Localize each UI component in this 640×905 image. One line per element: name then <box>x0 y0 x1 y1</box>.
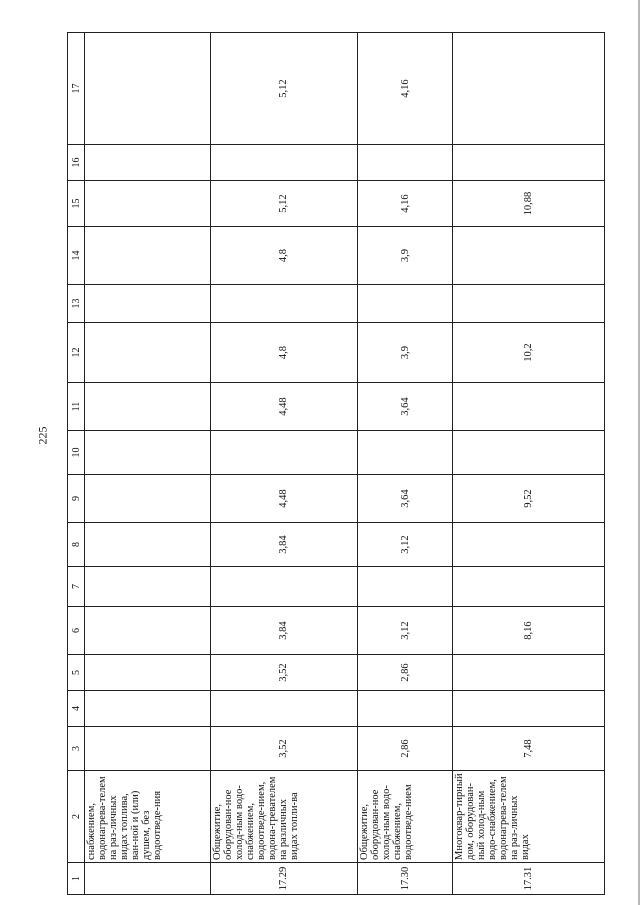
value-cell <box>358 567 453 607</box>
value-cell <box>85 431 210 475</box>
value-cell <box>210 567 358 607</box>
table-row <box>453 33 605 895</box>
value-cell: 8,16 <box>453 607 605 655</box>
value-cell: 3,9 <box>358 227 453 285</box>
value-cell: 3,9 <box>358 323 453 383</box>
row-description: Многоквар-тирный дом, оборудован-ный холод-ным водо-снабжением, водонагрева-телем на раз-личных видах <box>453 771 605 863</box>
col-header: 16 <box>68 145 85 181</box>
row-number: 17.30 <box>358 863 453 895</box>
col-header: 5 <box>68 655 85 691</box>
value-cell <box>453 431 605 475</box>
page-number: 225 <box>35 426 50 445</box>
value-cell: 4,8 <box>210 323 358 383</box>
value-cell <box>85 607 210 655</box>
value-cell: 3,84 <box>210 607 358 655</box>
value-cell <box>85 145 210 181</box>
table-row <box>85 33 210 895</box>
rotated-table-container <box>67 33 605 895</box>
value-cell <box>358 285 453 323</box>
value-cell: 5,12 <box>210 181 358 227</box>
value-cell <box>85 181 210 227</box>
value-cell <box>453 691 605 727</box>
value-cell: 2,86 <box>358 655 453 691</box>
value-cell <box>210 145 358 181</box>
value-cell: 4,16 <box>358 33 453 145</box>
value-cell: 4,16 <box>358 181 453 227</box>
value-cell <box>85 655 210 691</box>
row-number: 17.29 <box>210 863 358 895</box>
value-cell: 3,64 <box>358 475 453 523</box>
value-cell: 3,12 <box>358 523 453 567</box>
value-cell <box>358 691 453 727</box>
value-cell <box>453 145 605 181</box>
value-cell <box>453 285 605 323</box>
value-cell <box>358 431 453 475</box>
tariff-table <box>67 32 605 895</box>
value-cell <box>210 691 358 727</box>
col-header: 6 <box>68 607 85 655</box>
value-cell: 4,8 <box>210 227 358 285</box>
value-cell <box>85 285 210 323</box>
row-description: Общежитие, оборудован-ное холод-ным водо-снабжением, водоотведе-нием, водона-гревателем на различных видах топли-ва <box>210 771 358 863</box>
col-header: 17 <box>68 33 85 145</box>
value-cell <box>85 323 210 383</box>
row-description: снабжением, водонагрева-телем на раз-личных видах топлива, ван-ной и (или) душем, без водоотведе-ния <box>85 771 210 863</box>
value-cell: 4,48 <box>210 383 358 431</box>
value-cell <box>210 431 358 475</box>
col-header: 15 <box>68 181 85 227</box>
value-cell <box>85 33 210 145</box>
header-row <box>68 33 85 895</box>
row-number: 17.31 <box>453 863 605 895</box>
value-cell <box>453 33 605 145</box>
value-cell <box>453 567 605 607</box>
row-number <box>85 863 210 895</box>
value-cell: 3,52 <box>210 727 358 771</box>
value-cell: 5,12 <box>210 33 358 145</box>
col-header: 14 <box>68 227 85 285</box>
value-cell: 3,84 <box>210 523 358 567</box>
value-cell: 4,48 <box>210 475 358 523</box>
col-header: 8 <box>68 523 85 567</box>
value-cell: 2,86 <box>358 727 453 771</box>
table-row <box>210 33 358 895</box>
value-cell: 3,12 <box>358 607 453 655</box>
value-cell <box>85 475 210 523</box>
col-header: 4 <box>68 691 85 727</box>
value-cell <box>453 383 605 431</box>
value-cell: 3,64 <box>358 383 453 431</box>
col-header: 13 <box>68 285 85 323</box>
value-cell: 7,48 <box>453 727 605 771</box>
col-header: 9 <box>68 475 85 523</box>
value-cell <box>85 383 210 431</box>
value-cell <box>210 285 358 323</box>
value-cell <box>453 523 605 567</box>
col-header: 3 <box>68 727 85 771</box>
col-header: 1 <box>68 863 85 895</box>
value-cell: 3,52 <box>210 655 358 691</box>
row-description: Общежитие, оборудован-ное холод-ным водо-снабжением, водоотведе-нием <box>358 771 453 863</box>
value-cell <box>453 655 605 691</box>
value-cell <box>358 145 453 181</box>
value-cell: 10,88 <box>453 181 605 227</box>
value-cell <box>453 227 605 285</box>
table-row <box>358 33 453 895</box>
col-header: 2 <box>68 771 85 863</box>
col-header: 10 <box>68 431 85 475</box>
col-header: 7 <box>68 567 85 607</box>
value-cell <box>85 727 210 771</box>
value-cell: 9,52 <box>453 475 605 523</box>
value-cell <box>85 567 210 607</box>
col-header: 12 <box>68 323 85 383</box>
value-cell: 10,2 <box>453 323 605 383</box>
value-cell <box>85 691 210 727</box>
col-header: 11 <box>68 383 85 431</box>
value-cell <box>85 227 210 285</box>
value-cell <box>85 523 210 567</box>
